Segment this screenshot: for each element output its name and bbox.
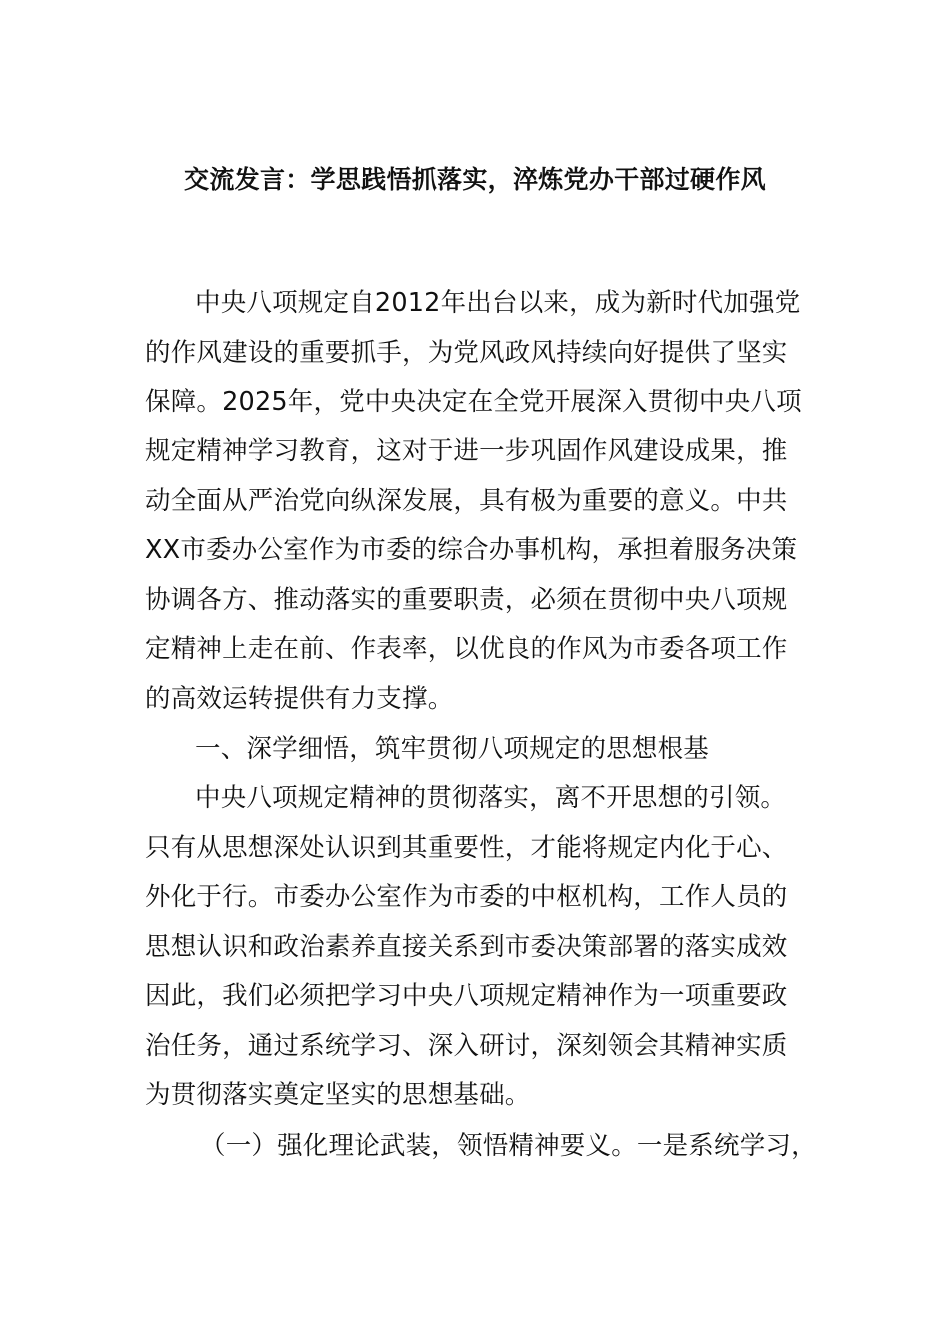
paragraph-line: 外化于行。市委办公室作为市委的中枢机构，工作人员的 (145, 882, 788, 912)
paragraph-line: 治任务，通过系统学习、深入研讨，深刻领会其精神实质 (145, 1031, 788, 1061)
paragraph-line: 中央八项规定精神的贯彻落实，离不开思想的引领。 (195, 783, 787, 813)
paragraph-line: 思想认识和政治素养直接关系到市委决策部署的落实成效 (145, 932, 788, 962)
paragraph-line: 的作风建设的重要抓手，为党风政风持续向好提供了坚实 (145, 338, 788, 368)
paragraph-line: 保障。2025年，党中央决定在全党开展深入贯彻中央八项 (145, 387, 802, 417)
section-heading: 一、深学细悟，筑牢贯彻八项规定的思想根基 (195, 734, 710, 764)
paragraph-line: XX市委办公室作为市委的综合办事机构，承担着服务决策 (145, 535, 798, 565)
paragraph-line: 动全面从严治党向纵深发展，具有极为重要的意义。中共 (145, 486, 788, 516)
paragraph-line: 定精神上走在前、作表率，以优良的作风为市委各项工作 (145, 634, 788, 664)
subsection-line: （一）强化理论武装，领悟精神要义。一是系统学习， (200, 1131, 817, 1161)
paragraph-line: 只有从思想深处认识到其重要性，才能将规定内化于心、 (145, 833, 788, 863)
paragraph-line: 规定精神学习教育，这对于进一步巩固作风建设成果，推 (145, 436, 788, 466)
paragraph-line: 的高效运转提供有力支撑。 (145, 684, 454, 714)
paragraph-line: 中央八项规定自2012年出台以来，成为新时代加强党 (195, 288, 801, 318)
paragraph-line: 为贯彻落实奠定坚实的思想基础。 (145, 1080, 531, 1110)
document-title: 交流发言：学思践悟抓落实，淬炼党办干部过硬作风 (184, 165, 766, 194)
paragraph-line: 因此，我们必须把学习中央八项规定精神作为一项重要政 (145, 981, 788, 1011)
paragraph-line: 协调各方、推动落实的重要职责，必须在贯彻中央八项规 (145, 585, 788, 615)
